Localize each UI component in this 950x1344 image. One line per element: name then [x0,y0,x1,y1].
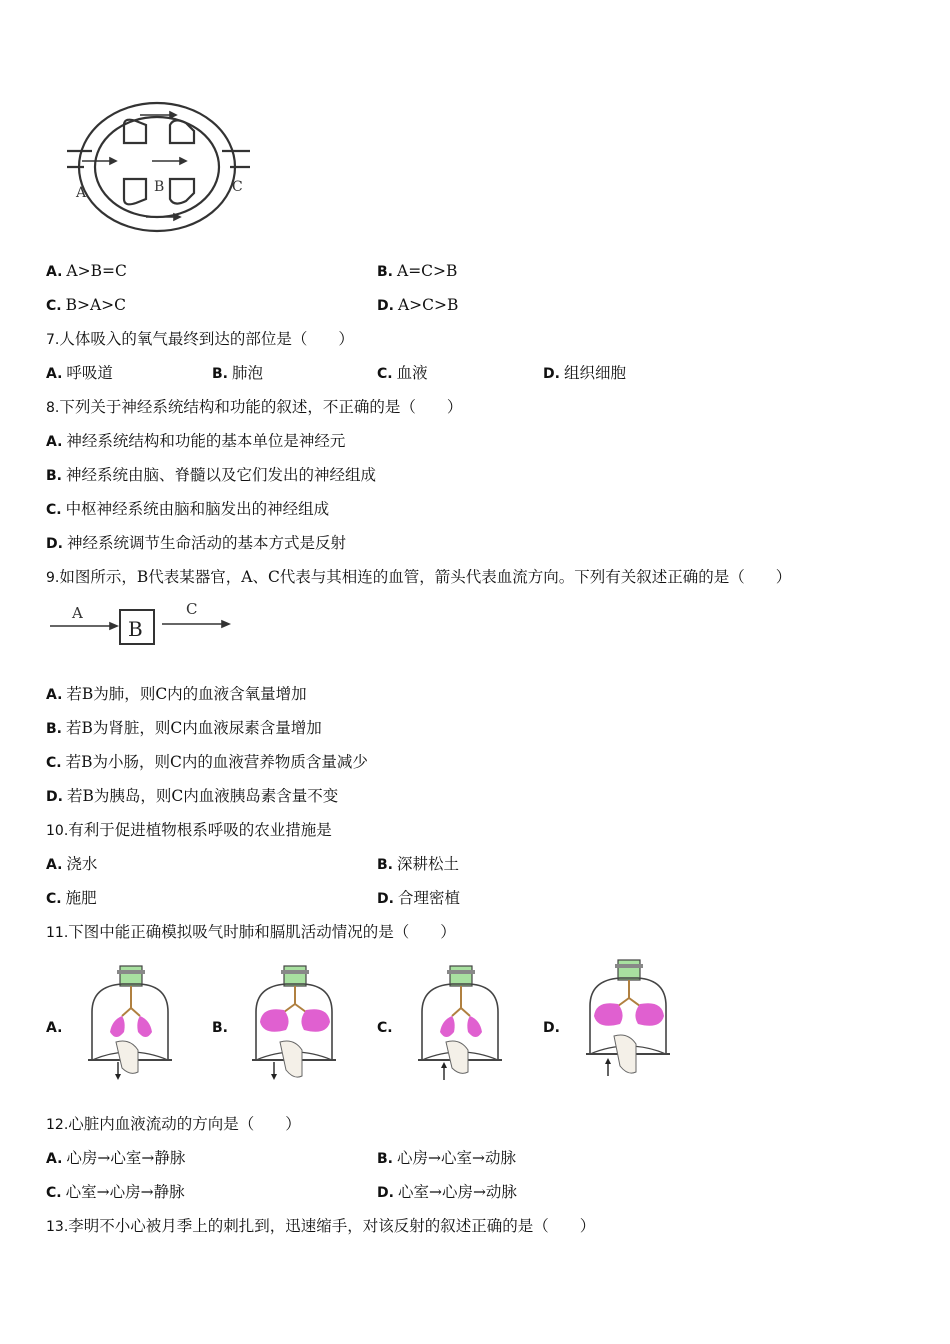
q9-option-b[interactable]: B. 若B为肾脏，则C内血液尿素含量增加 [46,719,322,737]
q10-option-a[interactable]: A. 浇水 [46,855,98,873]
lung-left-b [260,1009,289,1032]
q11-option-b[interactable]: B. [212,1020,228,1036]
q11-option-a[interactable]: A. [46,1020,63,1036]
q10-option-b[interactable]: B. 深耕松土 [377,855,460,873]
q9-option-a[interactable]: A. 若B为肺，则C内的血液含氧量增加 [46,685,307,703]
q10-option-c[interactable]: C. 施肥 [46,889,97,907]
lung-left-c [440,1016,455,1037]
q11-option-d[interactable]: D. [543,1020,560,1036]
q7-option-b[interactable]: B. 肺泡 [212,364,264,382]
q8-stem: 8.下列关于神经系统结构和功能的叙述，不正确的是（ ） [46,398,463,416]
fig9-label-a: A [72,604,83,622]
q8-option-b[interactable]: B. 神经系统由脑、脊髓以及它们发出的神经组成 [46,466,377,484]
q6-option-a[interactable]: A. A>B=C [46,262,127,280]
q6-option-d[interactable]: D. A>C>B [377,296,459,314]
q8-option-c[interactable]: C. 中枢神经系统由脑和脑发出的神经组成 [46,500,330,518]
q7-stem: 7.人体吸入的氧气最终到达的部位是（ ） [46,330,354,348]
q7-option-d[interactable]: D. 组织细胞 [543,364,626,382]
bell-jar-model-c [412,962,508,1082]
bell-jar-model-a [82,962,178,1082]
q12-option-a[interactable]: A. 心房→心室→静脉 [46,1149,186,1167]
organ-vessel-diagram [46,598,236,650]
q12-option-d[interactable]: D. 心室→心房→动脉 [377,1183,517,1201]
q7-option-a[interactable]: A. 呼吸道 [46,364,113,382]
lung-left-a [110,1016,125,1037]
q12-stem: 12.心脏内血液流动的方向是（ ） [46,1115,301,1133]
q8-option-a[interactable]: A. 神经系统结构和功能的基本单位是神经元 [46,432,346,450]
circulation-diagram [62,95,262,240]
q9-option-c[interactable]: C. 若B为小肠，则C内的血液营养物质含量减少 [46,753,368,771]
q8-option-d[interactable]: D. 神经系统调节生命活动的基本方式是反射 [46,534,346,552]
bell-jar-model-d [580,956,676,1082]
bell-jar-model-b [246,962,342,1082]
fig9-label-b: B [128,617,143,641]
fig6-label-a: A [76,185,87,201]
lung-left-d [594,1003,623,1026]
q11-stem: 11.下图中能正确模拟吸气时肺和膈肌活动情况的是（ ） [46,923,456,941]
fig9-label-c: C [186,600,198,618]
lung-right-c [467,1016,482,1037]
q12-option-c[interactable]: C. 心室→心房→静脉 [46,1183,185,1201]
q9-stem: 9.如图所示，B代表某器官，A、C代表与其相连的血管，箭头代表血流方向。下列有关叙述正确的是（ ） [46,568,792,586]
q6-option-b[interactable]: B. A=C>B [377,262,458,280]
q10-option-d[interactable]: D. 合理密植 [377,889,460,907]
q7-option-c[interactable]: C. 血液 [377,364,428,382]
q13-stem: 13.李明不小心被月季上的刺扎到，迅速缩手，对该反射的叙述正确的是（ ） [46,1217,596,1235]
q11-option-c[interactable]: C. [377,1020,393,1036]
lung-right-d [635,1003,664,1026]
lung-right-a [137,1016,152,1037]
lung-right-b [301,1009,330,1032]
fig6-label-c: C [232,179,243,195]
q9-option-d[interactable]: D. 若B为胰岛，则C内血液胰岛素含量不变 [46,787,339,805]
fig6-label-b: B [154,179,165,195]
q12-option-b[interactable]: B. 心房→心室→动脉 [377,1149,516,1167]
q6-option-c[interactable]: C. B>A>C [46,296,127,314]
q10-stem: 10.有利于促进植物根系呼吸的农业措施是 [46,821,332,839]
